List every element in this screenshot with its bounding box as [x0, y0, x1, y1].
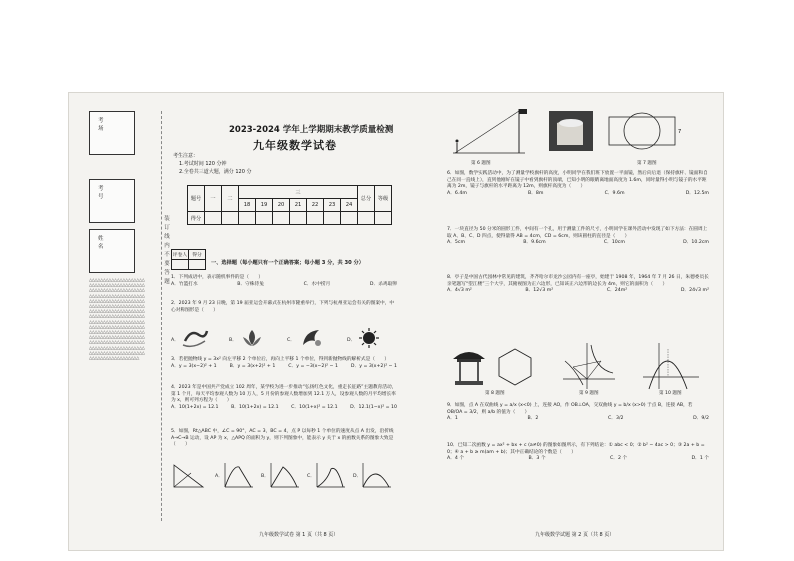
score-num: 23 [324, 199, 341, 212]
logo-a-icon [181, 327, 211, 349]
question-9-text: 9．如图，点 A 在双曲线 y = a/x (x<0) 上，连接 AO，作 OB⊥OA，交双曲线 y = b/x (x>0) 于点 B，连接 AB，若 OB/OA = 3/2，则 a/b 的值为（ ） [447, 403, 693, 415]
question-4 [171, 385, 397, 411]
page-2-footer: 九年级数学试题 第 2 页（共 8 页） [535, 532, 615, 538]
seat-number-box [89, 179, 135, 223]
option-c[interactable]: C．2 个 [609, 456, 628, 462]
option-b[interactable]: B．8m [528, 190, 544, 196]
exam-subtitle: 九年级数学试卷 [253, 139, 337, 152]
workpiece-photo [549, 111, 593, 151]
graph-c [315, 461, 347, 491]
grader-label: 评卷人 [172, 250, 189, 260]
question-3 [171, 357, 397, 370]
fig8-caption: 第 8 题图 [485, 391, 505, 396]
triangle-figure [171, 461, 207, 491]
question-7-options [447, 240, 709, 247]
option-d[interactable]: D．1 个 [691, 456, 709, 462]
option-b[interactable]: B． [229, 338, 237, 343]
question-10 [447, 443, 709, 463]
option-d[interactable]: D．24√3 m² [680, 288, 709, 294]
question-6 [447, 171, 709, 197]
option-c[interactable]: C．24m² [606, 288, 628, 294]
score-num: 20 [273, 199, 290, 212]
option-d[interactable]: D． [347, 338, 356, 343]
score-num: 21 [290, 199, 307, 212]
page-1-footer: 九年级数学试卷 第 1 页（共 8 页） [259, 532, 339, 538]
question-7-text: 7．一块直径为 50 分米的圆形工件，中间有一个孔，用于测量工件的尺寸，小明同学在课外活动中发现了如下方法：在圆周上取 A、B、C、D 四点，使得量得 AB = 4cm，CD = 6cm，则该圆柱的直径是（ ） [447, 227, 708, 239]
score-num: 24 [341, 199, 358, 212]
option-c[interactable]: C． [307, 474, 315, 479]
option-a[interactable]: A．4 个 [447, 456, 465, 462]
option-a[interactable]: A． [215, 474, 223, 479]
option-b[interactable]: B．2 [527, 416, 539, 422]
hyperbola-figure [561, 341, 617, 391]
question-2-text: 2．2023 年 9 月 23 日晚，第 19 届亚运会开幕式在杭州市隆重举行，下列与杭州亚运会有关的图案中，中心对称图形是（ ） [171, 301, 395, 313]
score-total: 总分 [358, 186, 375, 212]
option-c[interactable]: C．10(1+x)² = 12.1 [291, 404, 338, 410]
question-3-options [171, 364, 397, 371]
score-header-label: 题号 [188, 186, 205, 212]
option-d[interactable]: D．9/2 [693, 416, 709, 422]
grader-box [171, 249, 206, 270]
score-cell[interactable] [239, 212, 256, 225]
question-4-text: 4．2023 年是中国共产党成立 102 周年，某学校为进一步推动“弘扬红色文化，重走长征路”主题教育活动，第 1 个月，每天平均参观人数为 10 万人，5 月份的参观人数增加到 12.1 万人，设参观人数的月平均增长率为 x，则可列方程为（ ） [171, 385, 397, 404]
option-a[interactable]: A． [171, 338, 179, 343]
grader-cell[interactable] [172, 260, 189, 270]
exam-room-label: 考 场 [98, 118, 114, 132]
option-d[interactable]: D．10.2cm [683, 240, 709, 246]
question-1 [171, 275, 397, 288]
option-b[interactable]: B． [261, 474, 269, 479]
lotus-icon [239, 327, 265, 349]
option-b[interactable]: B．10(1+2x) = 12.1 [231, 404, 279, 410]
score-col-3: 三 [239, 186, 358, 199]
option-b[interactable]: B．守株待兔 [237, 281, 264, 287]
binding-strip [89, 111, 170, 521]
question-10-options [447, 456, 709, 463]
option-a[interactable]: A．6.4m [447, 190, 467, 196]
score-row-label: 得分 [188, 212, 205, 225]
option-c[interactable]: C．y = −3(x−2)² − 1 [288, 363, 338, 369]
triangle-pattern: △△△△△△△△△△△△△△△△△△△△△△△△△△△△△△△△△△△△△△△△△△△△△△△△△△△△△△△△△△△△△△△△△△△△△△△△△△△△△△△△△△△△△△△△△△△△△△△△△△△△△△△△△△△△△△△△△△△△△△△△△△△△△△△△△△△△△△△△△△△△△△△△△△△△△△△△△△△△△△△△△△△△△△△△△△△△△△△△△△△△△△△△△△△△△△△△△△△△△△△△△△△△△△△△△△△△△△△△△△△△△△△△△△△△△△△△△△△△△△△△△△△△△△△△△△△△△△△△△△△△△△△△△△△△△△△△△△△△△△△△△△△△△△△△△△△△△△△△△△△△△△△△△△△△△△△△△△△△△△ [89, 277, 145, 361]
option-a[interactable]: A．y = 3(x−2)² + 1 [171, 363, 217, 369]
score-col-2: 二 [222, 186, 239, 212]
question-3-text: 3．若把抛物线 y = 3x² 向左平移 2 个单位后，再向上平移 1 个单位，得到新抛物线的解析式是（ ） [171, 357, 390, 362]
section-heading: 一、选择题（每小题只有一个正确答案；每小题 3 分，共 30 分） [211, 260, 364, 266]
option-c[interactable]: C．水中捞月 [303, 281, 331, 287]
question-5 [171, 429, 397, 449]
score-num: 18 [239, 199, 256, 212]
seal-line [161, 111, 162, 521]
option-a[interactable]: A．10(1+2x) = 12.1 [171, 404, 219, 410]
option-d[interactable]: D．杀鸡取卵 [369, 281, 397, 287]
option-b[interactable]: B．9.6cm [523, 240, 546, 246]
graph-b [269, 461, 301, 491]
seat-number-label: 考 号 [98, 186, 114, 200]
option-b[interactable]: B．y = 3(x+2)² + 1 [229, 363, 276, 369]
option-a[interactable]: A．竹篮打水 [171, 281, 198, 287]
question-8-options [447, 288, 709, 295]
notice-title: 考生注意： [173, 153, 199, 159]
notice-item-2: 2.全卷共三道大题，满分 120 分 [179, 169, 252, 175]
score-cell[interactable] [222, 212, 239, 225]
score-cell[interactable] [205, 212, 222, 225]
option-c[interactable]: C．10cm [603, 240, 625, 246]
score-num: 22 [307, 199, 324, 212]
question-8 [447, 275, 709, 295]
seal-line-text: 装 订 线 内 不 要 答 题 [164, 216, 170, 285]
grader-score-label: 得分 [189, 250, 206, 260]
option-d[interactable]: D．12.5m [685, 190, 709, 196]
score-table [187, 185, 392, 225]
hexagon-figure [495, 347, 535, 387]
score-cell[interactable] [358, 212, 375, 225]
question-2 [171, 301, 397, 314]
option-a[interactable]: A．4√3 m² [447, 288, 472, 294]
score-num: 19 [256, 199, 273, 212]
question-7 [447, 227, 709, 247]
score-grade: 等级 [375, 186, 392, 212]
option-d[interactable]: D． [353, 474, 362, 479]
score-cell[interactable] [324, 212, 341, 225]
question-5-figures [171, 457, 397, 497]
option-c[interactable]: C．3/2 [608, 416, 624, 422]
svg-text:7: 7 [678, 129, 682, 135]
exam-title: 2023-2024 学年上学期期末教学质量检测 [229, 125, 394, 135]
notice-item-1: 1.考试时间 120 分钟 [179, 161, 227, 167]
sun-emblem-icon [357, 327, 381, 349]
question-9 [447, 403, 709, 423]
option-a[interactable]: A．1 [447, 416, 458, 422]
flagpole-figure [449, 103, 529, 159]
fig10-caption: 第 10 题图 [659, 391, 682, 396]
question-10-text: 10．已知二次函数 y = ax² + bx + c (a≠0) 的图象如图所示，有下列结论：① abc < 0；② b² − 4ac > 0；③ 2a + b = 0；④ a + b ≥ m(am + b)；其中正确结论的个数是（ ） [447, 443, 705, 455]
fig6-caption: 第 6 题图 [471, 161, 491, 166]
option-d[interactable]: D．y = 3(x+2)² − 1 [350, 363, 397, 369]
option-c[interactable]: C．9.6m [604, 190, 625, 196]
parabola-figure [641, 341, 701, 391]
dolphin-icon [299, 327, 325, 349]
option-d[interactable]: D．12.1(1−x)² = 10 [350, 404, 397, 410]
score-col-1: 一 [205, 186, 222, 212]
fig7-caption: 第 7 题图 [637, 161, 657, 166]
question-4-options [171, 405, 397, 412]
question-9-options [447, 416, 709, 423]
score-cell[interactable] [273, 212, 290, 225]
question-1-options [171, 282, 397, 289]
name-box [89, 229, 135, 273]
name-label: 姓 名 [98, 236, 114, 250]
option-b[interactable]: B．12√3 m² [525, 288, 554, 294]
pavilion-photo [451, 343, 487, 389]
graph-d [361, 461, 393, 491]
score-cell[interactable] [307, 212, 324, 225]
question-1-text: 1．下列成语中，表示随机事件的是（ ） [171, 275, 264, 280]
score-cell[interactable] [375, 212, 392, 225]
option-b[interactable]: B．3 个 [528, 456, 546, 462]
score-cell[interactable] [256, 212, 273, 225]
exam-paper-scan [68, 92, 724, 551]
graph-a [223, 461, 255, 491]
question-8-text: 8．亭子是中国古代园林中常见的建筑，齐齐哈尔市龙沙公园内有一座亭，始建于 1908 年，1964 年 7 月 26 日，朱德委员长亲笔题写“望江楼”三个大字，其俯视图为正六边形，已知该正六边形的边长为 4m，则它的面积为（ ） [447, 275, 709, 287]
option-c[interactable]: C． [287, 338, 295, 343]
question-6-text: 6．如图，数学实践活动中，为了测量学校旗杆的高度，小明同学在我们班下放置一平面镜，然后向后退（保持旗杆、镜面和自己在同一直线上），直到他刚好在镜子中看到旗杆的顶端，已知小明的眼睛离地面高度为 1.6m，同时量得小明与镜子的水平距离为 2m，镜子与旗杆的水平距离为 12m，则旗杆高度为（ ） [447, 171, 708, 190]
exam-room-box [89, 111, 135, 155]
question-6-options [447, 191, 709, 198]
grader-cell[interactable] [189, 260, 206, 270]
score-cell[interactable] [290, 212, 307, 225]
fig9-caption: 第 9 题图 [579, 391, 599, 396]
question-5-text: 5．如图，Rt△ABC 中，∠C = 90°，AC = 3，BC = 4，点 P 以每秒 1 个单位的速度从点 A 出发，沿折线 A→C→B 运动，设 AP 为 x，△APQ 的面积为 y，则下列图象中，能表示 y 关于 x 的函数关系的图象大致是（ ） [171, 429, 394, 448]
score-cell[interactable] [341, 212, 358, 225]
option-a[interactable]: A．5cm [447, 240, 466, 246]
question-2-options [171, 327, 397, 353]
circle-chord-figure [603, 107, 683, 157]
